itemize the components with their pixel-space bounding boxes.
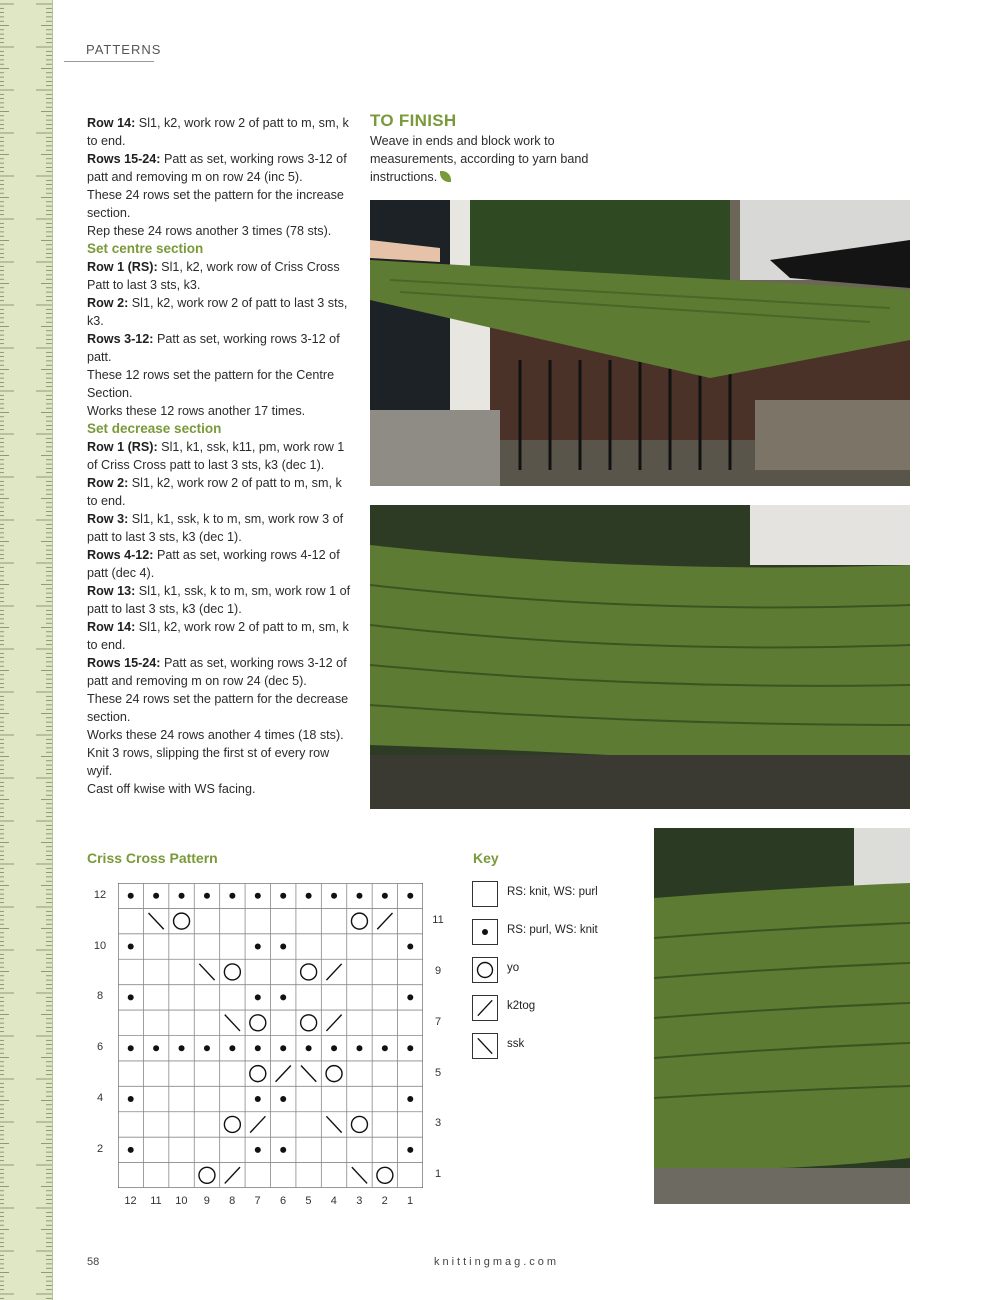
chart-cell [382,893,388,899]
key-label: RS: knit, WS: purl [507,886,598,898]
chart-cell [356,1045,362,1051]
chart-cell [306,1045,312,1051]
chart-cell [280,994,286,1000]
instruction-text: These 24 rows set the pattern for the decrease section. [87,692,349,724]
finish-body: Weave in ends and block work to measurements, according to yarn band instructions. [370,134,589,184]
chart-cell [407,1096,413,1102]
chart-cell [407,893,413,899]
row-label: Row 13: [87,584,136,598]
chart-cell [179,893,185,899]
column-number: 6 [279,1195,287,1207]
dot-symbol-icon [472,919,498,945]
instruction-text: Works these 24 rows another 4 times (18 sts). [87,728,344,742]
chart-cell [255,1147,261,1153]
chart-cell [255,1096,261,1102]
subhead: Set decrease section [87,421,222,436]
chart-cell [128,944,134,950]
chart-cell [128,1096,134,1102]
ssk-symbol-icon [472,1033,498,1059]
chart-cell [280,1045,286,1051]
blank-symbol-icon [472,881,498,907]
chart-cell [128,1045,134,1051]
column-number: 2 [381,1195,388,1207]
chart-cell [407,1045,413,1051]
row-label: Row 3: [87,512,129,526]
column-number: 11 [150,1195,162,1207]
chart-cell [306,893,312,899]
instruction-paragraph [87,294,352,330]
instruction-text: Knit 3 rows, slipping the first st of every row wyif. [87,746,330,778]
section-underline [64,61,154,62]
chart-cell [204,893,210,899]
chart-cell [153,1045,159,1051]
instruction-paragraph [87,114,352,150]
chart-cell [407,994,413,1000]
section-tag: PATTERNS [86,42,162,57]
instruction-paragraph [87,726,352,744]
row-number-left: 4 [96,1092,104,1105]
column-number: 8 [229,1195,236,1207]
chart-cell [356,893,362,899]
leaf-end-icon [440,171,451,182]
instruction-paragraph [87,366,352,402]
instruction-paragraph [87,744,352,780]
row-number-right: 9 [434,964,442,977]
chart-cell [229,893,235,899]
tape-measure-ruler [0,0,53,1300]
row-label: Row 2: [87,296,129,310]
row-label: Row 14: [87,620,136,634]
chart-cell [128,994,134,1000]
ruler-ticks [0,0,52,1300]
chart-cell [128,893,134,899]
chart-cell [255,1045,261,1051]
instruction-paragraph [87,222,352,240]
criss-cross-chart [118,883,423,1188]
instruction-text: Rep these 24 rows another 3 times (78 sts). [87,224,332,238]
instruction-paragraph [87,150,352,186]
instruction-paragraph [87,258,352,294]
instruction-text: Sl1, k2, work row 2 of patt to m, sm, k to end. [87,620,349,652]
column-number: 12 [124,1195,137,1207]
photo-shawl-held [370,200,910,486]
photo-shawl-held-art [370,200,910,486]
instruction-text: Sl1, k1, ssk, k to m, sm, work row 1 of patt to last 3 sts, k3 (dec 1). [87,584,351,616]
column-number: 4 [330,1195,337,1207]
page-number: 58 [87,1256,100,1268]
chart-cell [229,1045,235,1051]
column-number: 7 [254,1195,261,1207]
row-label: Rows 15-24: [87,656,161,670]
row-label: Row 14: [87,116,136,130]
chart-cell [255,994,261,1000]
instruction-paragraph [87,546,352,582]
key-label: yo [507,962,520,974]
finish-heading: TO FINISH [370,111,457,130]
key-label: RS: purl, WS: knit [507,924,598,936]
row-label: Row 1 (RS): [87,260,158,274]
instruction-text: Patt as set, working rows 4-12 of patt (dec 4). [87,548,340,580]
pattern-instructions [87,114,352,798]
circle-symbol-icon [472,957,498,983]
instruction-paragraph [87,510,352,546]
instruction-paragraph [87,474,352,510]
row-number-left: 12 [93,888,107,901]
chart-cell [128,1147,134,1153]
key-title: Key [473,850,499,866]
instruction-paragraph [87,582,352,618]
column-number: 9 [203,1195,210,1207]
instruction-text: These 12 rows set the pattern for the Centre Section. [87,368,335,400]
key-label: k2tog [507,1000,536,1012]
photo-lace-detail-art [370,505,910,809]
chart-cell [382,1045,388,1051]
chart-cell [204,1045,210,1051]
instruction-text: Sl1, k2, work row 2 of patt to m, sm, k to end. [87,476,342,508]
chart-cell [179,1045,185,1051]
chart-cell [280,1096,286,1102]
instruction-text: These 24 rows set the pattern for the increase section. [87,188,344,220]
instruction-paragraph [87,330,352,366]
instruction-text: Sl1, k2, work row of Criss Cross Patt to last 3 sts, k3. [87,260,340,292]
row-number-left: 10 [93,939,107,952]
site-url: knittingmag.com [434,1256,560,1268]
instruction-text: Cast off kwise with WS facing. [87,782,256,796]
instruction-text: Patt as set, working rows 3-12 of patt and removing m on row 24 (dec 5). [87,656,347,688]
row-number-left: 2 [96,1142,104,1155]
instruction-text: Sl1, k2, work row 2 of patt to last 3 sts, k3. [87,296,348,328]
instruction-paragraph [87,402,352,420]
subhead: Set centre section [87,241,204,256]
photo-lace-detail [370,505,910,809]
row-label: Rows 3-12: [87,332,154,346]
row-number-right: 3 [434,1117,442,1130]
row-number-right: 1 [434,1168,442,1181]
key-label: ssk [507,1038,525,1050]
instruction-text: Patt as set, working rows 3-12 of patt. [87,332,340,364]
row-number-right: 5 [434,1066,442,1079]
chart-cell [407,1147,413,1153]
instruction-paragraph [87,186,352,222]
chart-cell [153,893,159,899]
column-number: 1 [407,1195,414,1207]
instruction-text: Sl1, k1, ssk, k to m, sm, work row 3 of patt to last 3 sts, k3 (dec 1). [87,512,344,544]
k2tog-symbol-icon [472,995,498,1021]
instruction-paragraph [87,618,352,654]
row-label: Row 2: [87,476,129,490]
chart-cell [280,944,286,950]
instruction-text: Sl1, k1, ssk, k11, pm, work row 1 of Criss Cross patt to last 3 sts, k3 (dec 1). [87,440,345,472]
instruction-text: Sl1, k2, work row 2 of patt to m, sm, k to end. [87,116,349,148]
chart-title: Criss Cross Pattern [87,850,218,866]
photo-shawl-drape [654,828,910,1204]
row-number-left: 6 [96,1041,104,1054]
chart-cell [331,1045,337,1051]
column-number: 5 [305,1195,312,1207]
column-number: 3 [356,1195,363,1207]
row-number-right: 7 [434,1015,442,1028]
row-number-right: 11 [432,914,444,927]
row-number-left: 8 [96,990,104,1003]
instruction-text: Works these 12 rows another 17 times. [87,404,306,418]
chart-cell [255,944,261,950]
row-label: Rows 15-24: [87,152,161,166]
row-label: Row 1 (RS): [87,440,158,454]
chart-cell [280,1147,286,1153]
photo-shawl-drape-art [654,828,910,1204]
instruction-text: Patt as set, working rows 3-12 of patt and removing m on row 24 (inc 5). [87,152,347,184]
row-label: Rows 4-12: [87,548,154,562]
chart-cell [407,944,413,950]
chart-cell [280,893,286,899]
chart-cell [331,893,337,899]
instruction-paragraph [87,654,352,690]
finish-text [370,132,620,186]
instruction-paragraph [87,780,352,798]
instruction-paragraph [87,690,352,726]
instruction-paragraph [87,438,352,474]
column-number: 10 [175,1195,188,1207]
chart-cell [255,893,261,899]
